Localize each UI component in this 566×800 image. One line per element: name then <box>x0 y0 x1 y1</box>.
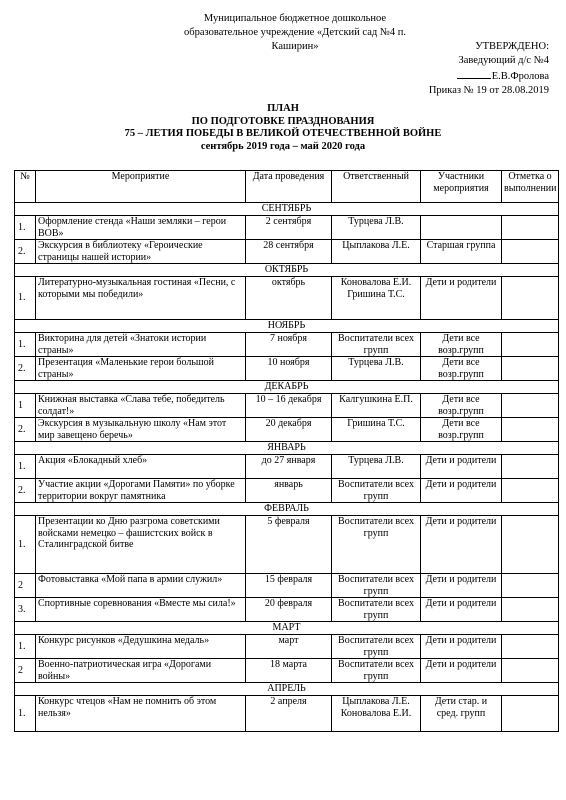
month-row <box>15 622 559 635</box>
month-row <box>15 683 559 696</box>
participants-cell: Дети все возр.групп <box>421 418 502 442</box>
column-header-event: Мероприятие <box>36 171 246 203</box>
participants-cell: Дети и родители <box>421 635 502 659</box>
row-number: 2. <box>15 479 36 503</box>
column-header-date: Дата проведения <box>246 171 332 203</box>
mark-cell <box>502 455 559 479</box>
row-number: 1. <box>15 455 36 479</box>
event-cell: Оформление стенда «Наши земляки – герои ВОВ» <box>36 216 246 240</box>
date-cell: 28 сентября <box>246 240 332 264</box>
row-number: 2. <box>15 418 36 442</box>
participants-cell: Дети и родители <box>421 516 502 574</box>
column-header-num: № <box>15 171 36 203</box>
participants-cell: Дети и родители <box>421 659 502 683</box>
org-line: образовательное учреждение «Детский сад №4 п. <box>184 27 406 38</box>
responsible-cell: Турцева Л.В. <box>332 216 421 240</box>
mark-cell <box>502 357 559 381</box>
participants-cell <box>421 216 502 240</box>
date-cell: март <box>246 635 332 659</box>
month-label: МАРТ <box>15 622 559 635</box>
month-row <box>15 503 559 516</box>
table-row <box>15 659 559 683</box>
approval-head: Заведующий д/с №4 <box>458 55 549 66</box>
participants-cell: Дети и родители <box>421 598 502 622</box>
table-row <box>15 333 559 357</box>
date-cell: 2 апреля <box>246 696 332 732</box>
table-row <box>15 240 559 264</box>
table-row <box>15 216 559 240</box>
month-row <box>15 264 559 277</box>
mark-cell <box>502 418 559 442</box>
mark-cell <box>502 479 559 503</box>
table-row <box>15 479 559 503</box>
responsible-cell: Цыплакова Л.Е. Коновалова Е.И. <box>332 696 421 732</box>
event-cell: Литературно-музыкальная гостиная «Песни, с которыми мы победили» <box>36 277 246 320</box>
org-line: Каширин» <box>271 41 319 52</box>
table-row <box>15 418 559 442</box>
event-cell: Экскурсия в библиотеку «Героические страницы нашей истории» <box>36 240 246 264</box>
row-number: 1 <box>15 394 36 418</box>
row-number: 1. <box>15 333 36 357</box>
table-header-row <box>15 171 559 203</box>
title-line: сентябрь 2019 года – май 2020 года <box>200 140 366 152</box>
month-label: СЕНТЯБРЬ <box>15 203 559 216</box>
mark-cell <box>502 574 559 598</box>
mark-cell <box>502 696 559 732</box>
approval-signature <box>429 68 549 84</box>
responsible-cell: Воспитатели всех групп <box>332 659 421 683</box>
mark-cell <box>502 659 559 683</box>
date-cell: октябрь <box>246 277 332 320</box>
table-row <box>15 394 559 418</box>
responsible-cell: Калгушкина Е.П. <box>332 394 421 418</box>
event-cell: Спортивные соревнования «Вместе мы сила!» <box>36 598 246 622</box>
mark-cell <box>502 516 559 574</box>
date-cell: 10 – 16 декабря <box>246 394 332 418</box>
signature-line <box>457 68 491 79</box>
date-cell: 2 сентября <box>246 216 332 240</box>
month-row <box>15 381 559 394</box>
responsible-cell: Воспитатели всех групп <box>332 635 421 659</box>
responsible-cell: Коновалова Е.И. Гришина Т.С. <box>332 277 421 320</box>
event-cell: Книжная выставка «Слава тебе, победитель солдат!» <box>36 394 246 418</box>
date-cell: 10 ноября <box>246 357 332 381</box>
row-number: 2 <box>15 659 36 683</box>
column-header-responsible: Ответственный <box>332 171 421 203</box>
date-cell: 20 февраля <box>246 598 332 622</box>
event-cell: Фотовыставка «Мой папа в армии служил» <box>36 574 246 598</box>
table-body <box>15 203 559 732</box>
table-row <box>15 574 559 598</box>
month-label: ЯНВАРЬ <box>15 442 559 455</box>
row-number: 2 <box>15 574 36 598</box>
date-cell: 20 декабря <box>246 418 332 442</box>
row-number: 3. <box>15 598 36 622</box>
date-cell: 5 февраля <box>246 516 332 574</box>
responsible-cell: Воспитатели всех групп <box>332 479 421 503</box>
responsible-cell: Воспитатели всех групп <box>332 333 421 357</box>
responsible-cell: Воспитатели всех групп <box>332 516 421 574</box>
participants-cell: Старшая группа <box>421 240 502 264</box>
row-number: 1. <box>15 635 36 659</box>
table-row <box>15 635 559 659</box>
month-row <box>15 203 559 216</box>
document-title <box>0 103 566 153</box>
mark-cell <box>502 394 559 418</box>
mark-cell <box>502 240 559 264</box>
date-cell: до 27 января <box>246 455 332 479</box>
responsible-cell: Цыплакова Л.Е. <box>332 240 421 264</box>
responsible-cell: Турцева Л.В. <box>332 455 421 479</box>
event-cell: Военно-патриотическая игра «Дорогами войны» <box>36 659 246 683</box>
participants-cell: Дети и родители <box>421 455 502 479</box>
signature-name: Е.В.Фролова <box>491 71 549 82</box>
responsible-cell: Турцева Л.В. <box>332 357 421 381</box>
participants-cell: Дети все возр.групп <box>421 394 502 418</box>
month-label: НОЯБРЬ <box>15 320 559 333</box>
row-number: 1. <box>15 277 36 320</box>
date-cell: 18 марта <box>246 659 332 683</box>
column-header-mark: Отметка о выполнении <box>502 171 559 203</box>
table-row <box>15 277 559 320</box>
month-label: ОКТЯБРЬ <box>15 264 559 277</box>
responsible-cell: Гришина Т.С. <box>332 418 421 442</box>
mark-cell <box>502 216 559 240</box>
month-label: ФЕВРАЛЬ <box>15 503 559 516</box>
row-number: 1. <box>15 516 36 574</box>
date-cell: январь <box>246 479 332 503</box>
org-line: Муниципальное бюджетное дошкольное <box>203 13 387 24</box>
plan-table <box>14 170 559 732</box>
participants-cell: Дети стар. и сред. групп <box>421 696 502 732</box>
title-line: ПЛАН <box>267 103 299 114</box>
participants-cell: Дети все возр.групп <box>421 333 502 357</box>
date-cell: 7 ноября <box>246 333 332 357</box>
participants-cell: Дети и родители <box>421 479 502 503</box>
table-row <box>15 598 559 622</box>
approval-block <box>429 40 549 98</box>
mark-cell <box>502 277 559 320</box>
row-number: 2. <box>15 357 36 381</box>
participants-cell: Дети и родители <box>421 574 502 598</box>
month-row <box>15 320 559 333</box>
row-number: 1. <box>15 696 36 732</box>
event-cell: Акция «Блокадный хлеб» <box>36 455 246 479</box>
mark-cell <box>502 333 559 357</box>
row-number: 2. <box>15 240 36 264</box>
table-row <box>15 516 559 574</box>
date-cell: 15 февраля <box>246 574 332 598</box>
table-row <box>15 696 559 732</box>
event-cell: Конкурс рисунков «Дедушкина медаль» <box>36 635 246 659</box>
approval-order: Приказ № 19 от 28.08.2019 <box>428 85 549 96</box>
responsible-cell: Воспитатели всех групп <box>332 574 421 598</box>
participants-cell: Дети и родители <box>421 277 502 320</box>
table-row <box>15 357 559 381</box>
column-header-participants: Участники мероприятия <box>421 171 502 203</box>
event-cell: Конкурс чтецов «Нам не помнить об этом нельзя» <box>36 696 246 732</box>
mark-cell <box>502 598 559 622</box>
event-cell: Презентация «Маленькие герои большой страны» <box>36 357 246 381</box>
title-line: ПО ПОДГОТОВКЕ ПРАЗДНОВАНИЯ <box>191 115 375 127</box>
month-row <box>15 442 559 455</box>
event-cell: Викторина для детей «Знатоки истории страны» <box>36 333 246 357</box>
table-row <box>15 455 559 479</box>
month-label: ДЕКАБРЬ <box>15 381 559 394</box>
row-number: 1. <box>15 216 36 240</box>
responsible-cell: Воспитатели всех групп <box>332 598 421 622</box>
organization-name <box>150 12 440 54</box>
approval-label: УТВЕРЖДЕНО: <box>475 41 549 52</box>
month-label: АПРЕЛЬ <box>15 683 559 696</box>
mark-cell <box>502 635 559 659</box>
participants-cell: Дети все возр.групп <box>421 357 502 381</box>
title-line: 75 – ЛЕТИЯ ПОБЕДЫ В ВЕЛИКОЙ ОТЕЧЕСТВЕННОЙ ВОЙНЕ <box>124 128 442 139</box>
event-cell: Участие акции «Дорогами Памяти» по уборке территории вокруг памятника <box>36 479 246 503</box>
event-cell: Презентации ко Дню разгрома советскими войсками немецко – фашистских войск в Сталинградской битве <box>36 516 246 574</box>
event-cell: Экскурсия в музыкальную школу «Нам этот мир завещено беречь» <box>36 418 246 442</box>
